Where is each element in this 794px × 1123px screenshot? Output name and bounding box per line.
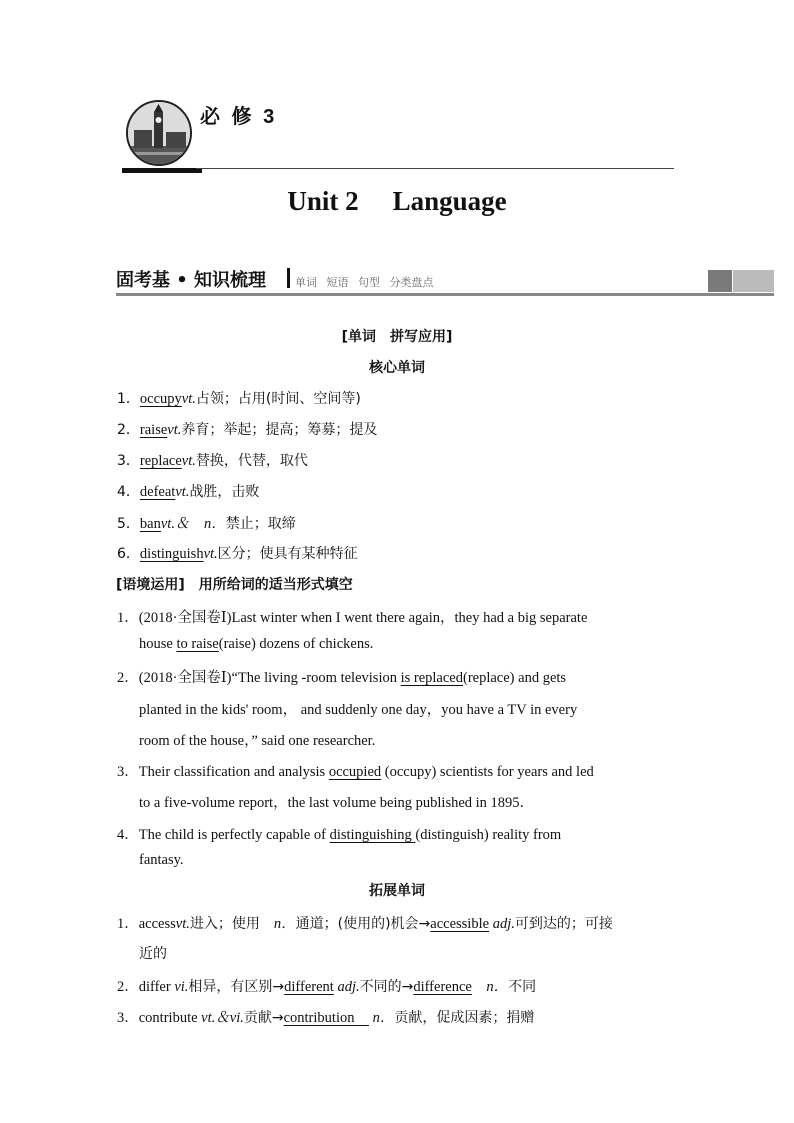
core-item: 1．occupyvt.占领；占用(时间、空间等) (117, 391, 361, 407)
sentence-4b: fantasy. (139, 852, 184, 868)
core-item: 6．distinguishvt.区分；使具有某种特征 (117, 546, 358, 562)
subsection-heading: [单词 拼写应用] (341, 329, 453, 345)
answer: accessible (430, 916, 490, 932)
extended-words-heading: 拓展单词 (369, 883, 425, 899)
ext-item-3: 3．contribute vt.＆vi.贡献→contribution n．贡献，促成因素；捐赠 (117, 1010, 535, 1026)
section-deco-dark (708, 270, 732, 292)
tag-words: 单词 (295, 276, 317, 289)
section-divider (287, 268, 290, 288)
answer: raise (139, 422, 168, 438)
section-rule (116, 293, 774, 296)
tag-category: 分类盘点 (389, 276, 434, 289)
answer: to raise (176, 636, 219, 652)
sentence-1a: 1．(2018·全国卷Ⅰ)Last winter when I went there again，they had a big separate (117, 610, 588, 626)
answer: distinguish (139, 546, 204, 562)
tag-phrases: 短语 (326, 276, 349, 289)
context-heading: [语境运用] 用所给词的适当形式填空 (116, 577, 353, 593)
section-deco-light (733, 270, 774, 292)
answer: difference (413, 979, 472, 995)
core-item: 4．defeatvt.战胜，击败 (117, 484, 260, 500)
sentence-2b: planted in the kids' room， and suddenly one day，you have a TV in every (139, 702, 578, 718)
section-title: 固考基 • 知识梳理 (116, 270, 267, 291)
unit-title (0, 186, 794, 217)
answer: defeat (139, 484, 176, 500)
big-ben-logo (126, 100, 192, 166)
sentence-2c: room of the house，” said one researcher. (139, 733, 376, 749)
answer: occupied (328, 764, 382, 780)
sentence-4a: 4．The child is perfectly capable of distinguishing (distinguish) reality from (117, 827, 562, 843)
answer: is replaced (400, 670, 463, 686)
ext-item-1: 1．accessvt.进入；使用 n．通道；(使用的)机会→accessible adj.可到达的；可接 (117, 916, 613, 932)
sentence-3b: to a five-volume report，the last volume being published in 1895． (139, 795, 535, 811)
sentence-1b: house to raise(raise) dozens of chickens. (139, 636, 374, 652)
unit-name: Language (392, 186, 507, 216)
sentence-2a: 2．(2018·全国卷Ⅰ)“The living -room television is replaced(replace) and gets (117, 670, 567, 686)
answer: replace (139, 453, 182, 469)
ext-item-1b: 近的 (139, 946, 167, 962)
answer: different (284, 979, 334, 995)
ext-item-2: 2．differ vi.相异，有区别→different adj.不同的→difference n．不同 (117, 979, 537, 995)
header-rule (196, 168, 674, 169)
sentence-3a: 3．Their classification and analysis occupied (occupy) scientists for years and led (117, 764, 594, 780)
answer: contribution (283, 1010, 369, 1026)
answer: occupy (139, 391, 182, 407)
header-rule-thick (122, 168, 202, 173)
core-words-heading: 核心单词 (369, 360, 425, 376)
section-tags (295, 274, 440, 290)
answer: ban (139, 516, 161, 532)
core-item: 3．replacevt.替换，代替，取代 (117, 453, 308, 469)
core-item: 2．raisevt.养育；举起；提高；筹募；提及 (117, 422, 378, 438)
core-item: 5．banvt.＆ n．禁止；取缔 (117, 516, 296, 532)
unit-number: Unit 2 (287, 186, 359, 216)
answer: distinguishing (329, 827, 416, 843)
tag-sentences: 句型 (358, 276, 380, 289)
book-title: 必 修 3 (200, 106, 278, 128)
